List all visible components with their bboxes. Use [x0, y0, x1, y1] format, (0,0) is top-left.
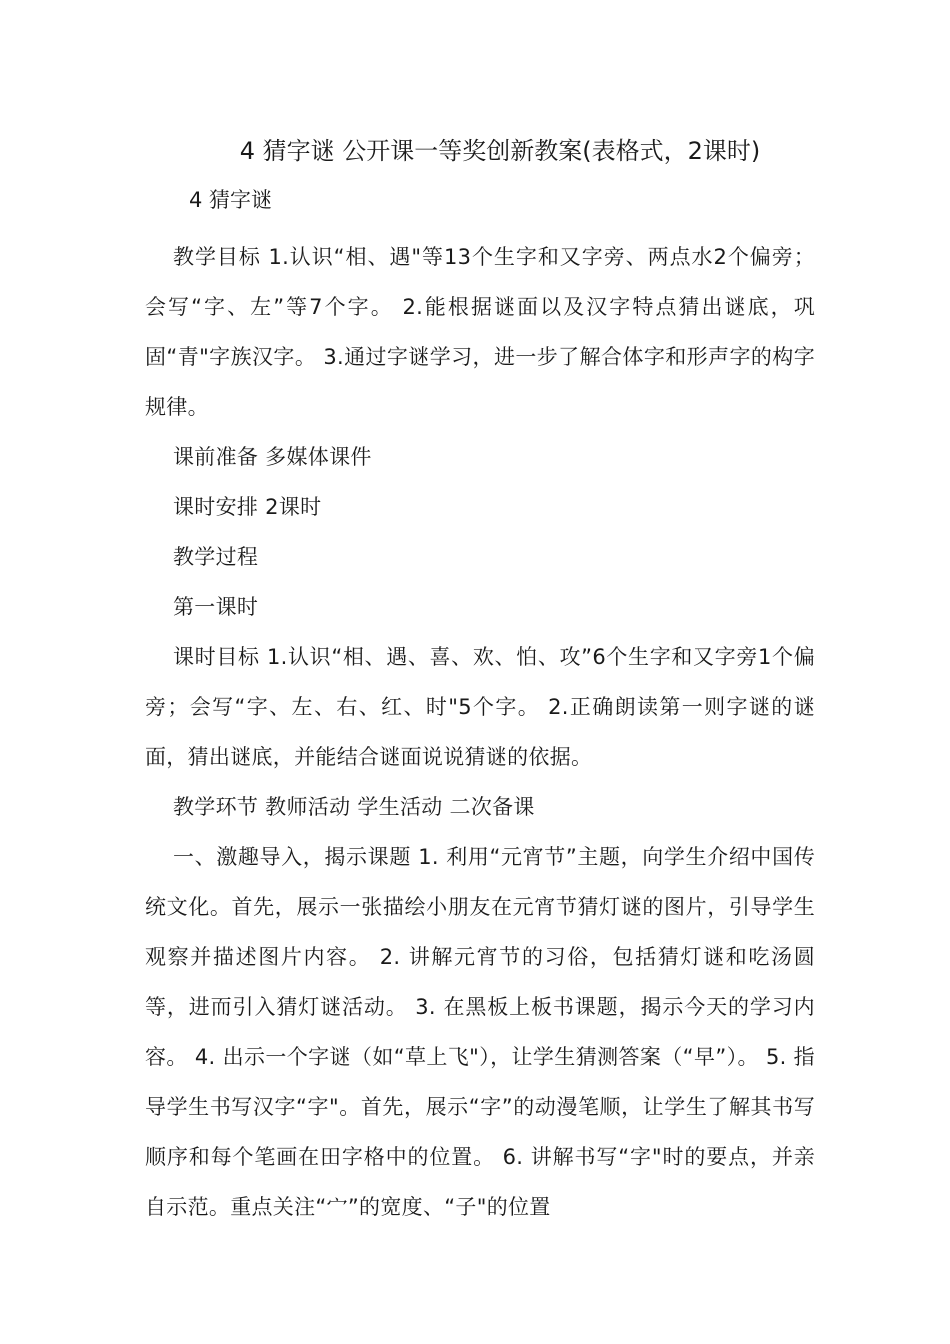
paragraph-first-lesson: 第一课时 — [173, 595, 259, 619]
document-title: 4 猜字谜 公开课一等奖创新教案(表格式，2课时) — [239, 137, 761, 165]
document-subtitle: 4 猜字谜 — [189, 188, 273, 212]
paragraph-schedule: 课时安排 2课时 — [173, 495, 322, 519]
document-body — [145, 232, 815, 1232]
paragraph-process-heading: 教学过程 — [173, 545, 259, 569]
paragraph-preparation: 课前准备 多媒体课件 — [173, 445, 372, 469]
paragraph-introduction: 一、激趣导入，揭示课题 1. 利用“元宵节”主题，向学生介绍中国传统文化。首先，展示一张描绘小朋友在元宵节猜灯谜的图片，引导学生观察并描述图片内容。 2. 讲解元宵节的习俗，包括猜灯谜和吃汤圆等，进而引入猜灯谜活动。 3. 在黑板上板书课题，揭示今天的学习内容。 4. 出示一个字谜（如“草上飞"），让学生猜测答案（“早”）。 5. 指导学生书写汉字“字"。首先，展示“字”的动漫笔顺，让学生了解其书写顺序和每个笔画在田字格中的位置。 6. 讲解书写“字"时的要点，并亲自示范。重点关注“宀”的宽度、“子"的位置 — [145, 845, 815, 1219]
paragraph-teaching-goals: 教学目标 1.认识“相、遇"等13个生字和又字旁、两点水2个偏旁；会写“字、左”等7个字。 2.能根据谜面以及汉字特点猜出谜底，巩固“青"字族汉字。 3.通过字谜学习，进一步了解合体字和形声字的构字规律。 — [145, 245, 815, 419]
paragraph-lesson-goals: 课时目标 1.认识“相、遇、喜、欢、怕、攻”6个生字和又字旁1个偏旁；会写“字、左、右、红、时"5个字。 2.正确朗读第一则字谜的谜面，猜出谜底，并能结合谜面说说猜谜的依据。 — [145, 645, 815, 769]
paragraph-table-header: 教学环节 教师活动 学生活动 二次备课 — [173, 795, 535, 819]
